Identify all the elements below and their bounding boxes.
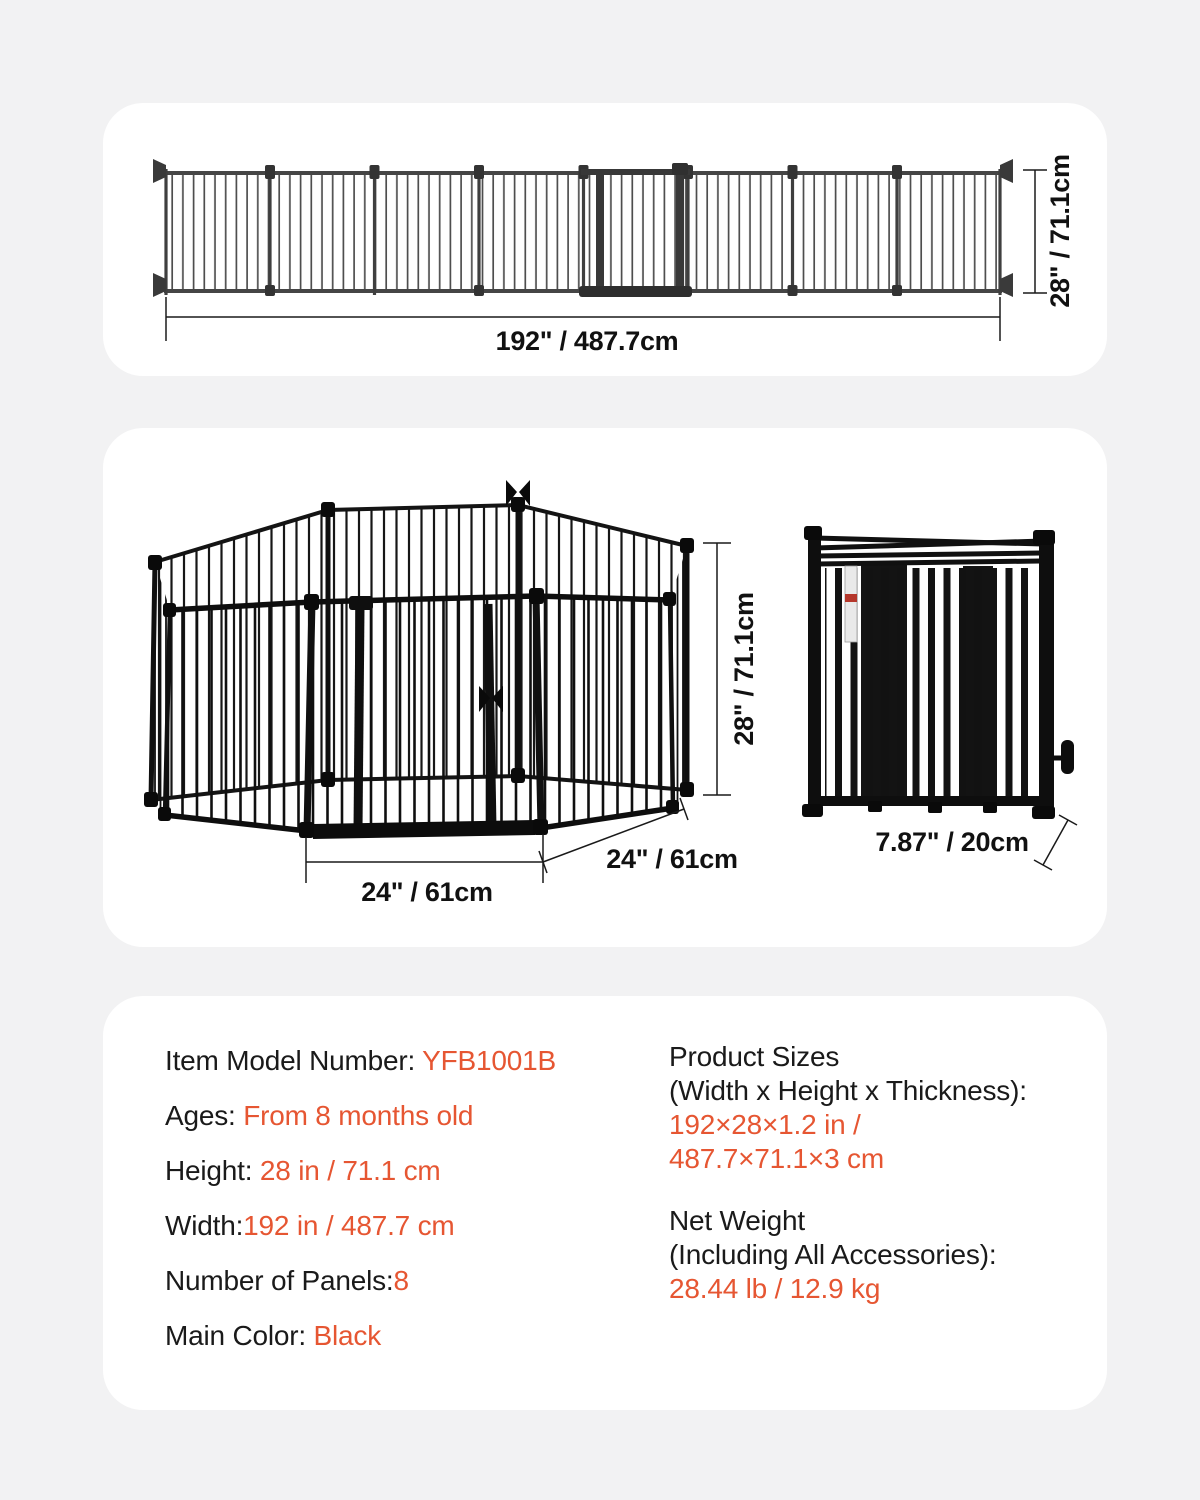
- spec-value: YFB1001B: [422, 1045, 556, 1076]
- spec-label: Item Model Number:: [165, 1045, 423, 1076]
- fold-thickness-label: 7.87" / 20cm: [875, 827, 1029, 857]
- spec-value: 28 in / 71.1 cm: [259, 1155, 441, 1186]
- pen-side-width-label: 24" / 61cm: [606, 844, 738, 874]
- spec-label: Main Color:: [165, 1320, 314, 1351]
- full-width-gate-drawing: [103, 103, 1107, 376]
- gate-height-label: 28" / 71.1cm: [1045, 154, 1075, 308]
- spec-block-value: 192×28×1.2 in /: [669, 1109, 861, 1140]
- spec-main-color: [165, 1319, 556, 1353]
- octagon-diagram-card: [103, 428, 1107, 947]
- spec-block-subtitle: (Width x Height x Thickness):: [669, 1075, 1027, 1106]
- spec-block-subtitle: (Including All Accessories):: [669, 1239, 997, 1270]
- spec-block-value: 487.7×71.1×3 cm: [669, 1143, 884, 1174]
- gate-width-label: 192" / 487.7cm: [495, 326, 679, 356]
- pen-front-dimension-line: [306, 834, 543, 883]
- spec-block-title: Product Sizes: [669, 1041, 840, 1072]
- octagon-pen: [144, 480, 694, 839]
- specs-card: [103, 996, 1107, 1410]
- latch-knob: [1051, 740, 1074, 774]
- full-width-diagram-card: [103, 103, 1107, 376]
- spec-ages: [165, 1099, 556, 1133]
- spec-label: Height:: [165, 1155, 260, 1186]
- spec-net-weight: [669, 1204, 1027, 1306]
- pen-height-label: 28" / 71.1cm: [729, 592, 759, 746]
- octagon-playpen-drawing: [103, 428, 1107, 947]
- spec-block-value: 28.44 lb / 12.9 kg: [669, 1273, 881, 1304]
- spec-block-title: Net Weight: [669, 1205, 805, 1236]
- pen-front-width-label: 24" / 61cm: [361, 877, 493, 907]
- fold-thickness-dimension-line: [1034, 815, 1077, 870]
- spec-label: Ages:: [165, 1100, 244, 1131]
- spec-label: Width:: [165, 1210, 244, 1241]
- pen-height-dimension-line: [703, 543, 731, 795]
- spec-value: 192 in / 487.7 cm: [243, 1210, 455, 1241]
- spec-value: From 8 months old: [243, 1100, 474, 1131]
- spec-panel-count: [165, 1264, 556, 1298]
- spec-value: Black: [313, 1320, 382, 1351]
- spec-value: 8: [393, 1265, 409, 1296]
- spec-height: [165, 1154, 556, 1188]
- specs-right-column: [669, 1040, 1027, 1334]
- spec-label: Number of Panels:: [165, 1265, 394, 1296]
- warning-label-strip: [845, 566, 857, 642]
- spec-product-sizes: [669, 1040, 1027, 1176]
- specs-left-column: [165, 1044, 556, 1374]
- spec-model-number: [165, 1044, 556, 1078]
- height-dimension-line: [1023, 170, 1047, 293]
- folded-panel-stack: [802, 526, 1074, 819]
- spec-width: [165, 1209, 556, 1243]
